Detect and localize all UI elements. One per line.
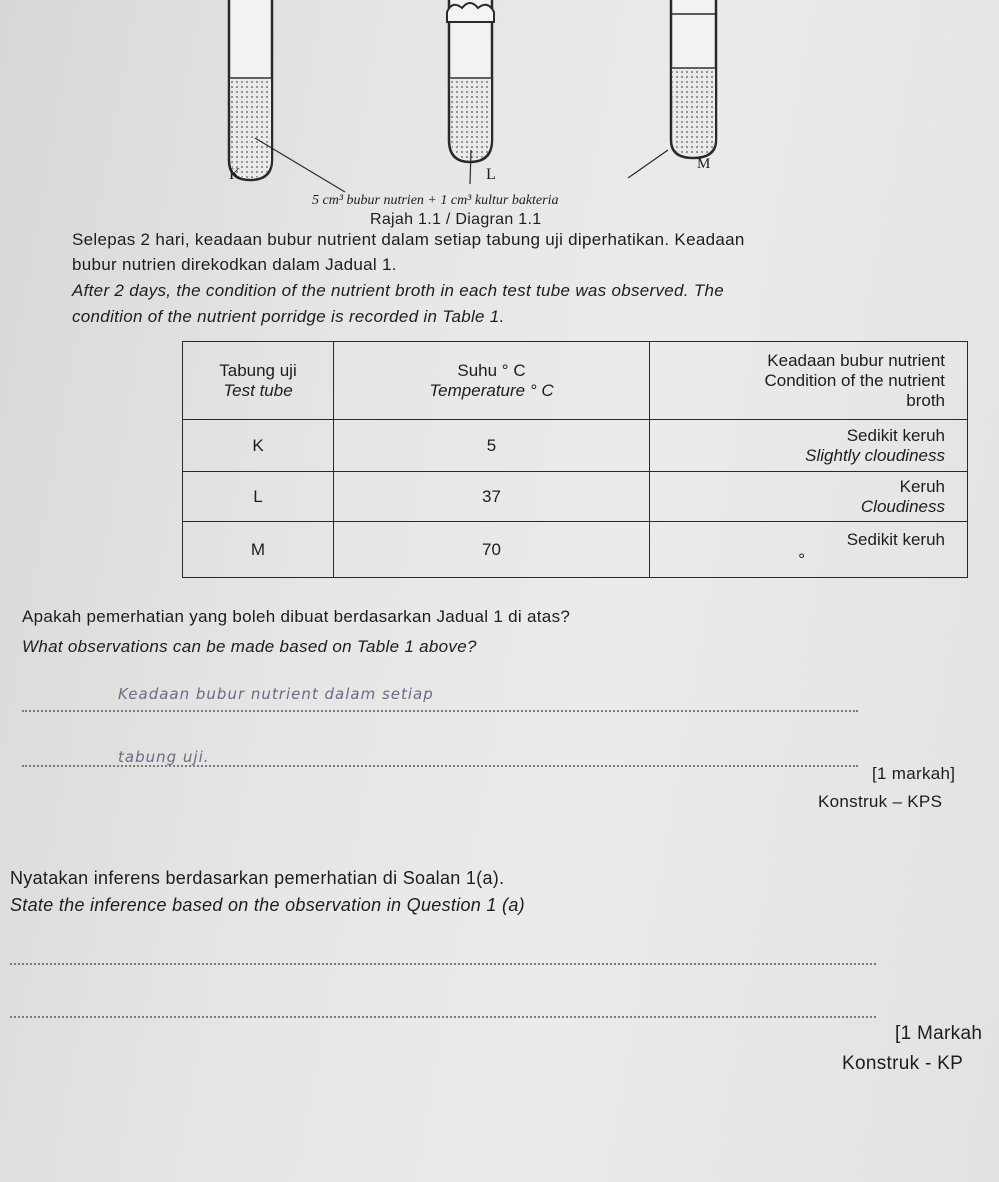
answer-a-handwriting-line2: tabung uji. — [118, 748, 210, 766]
test-tube-m — [671, 0, 716, 158]
row-m-cond-malay: Sedikit keruh — [846, 529, 945, 549]
answer-line-1[interactable] — [22, 710, 858, 712]
row-l-condition — [650, 472, 968, 522]
row-k-cond-english: Slightly cloudiness — [805, 445, 945, 465]
answer-line-3[interactable] — [10, 963, 876, 965]
question-b-english: State the inference based on the observation in Question 1 (a) — [10, 895, 525, 915]
question-b-malay: Nyatakan inferens berdasarkan pemerhatian di Soalan 1(a). — [10, 868, 505, 888]
cotton-plug — [447, 3, 494, 22]
intro-english-line2: condition of the nutrient porridge is recorded in Table 1. — [72, 307, 505, 326]
question-a-english: What observations can be made based on Table 1 above? — [22, 637, 477, 656]
table-row — [183, 472, 968, 522]
row-l-cond-english: Cloudiness — [860, 496, 945, 516]
intro-malay-line2: bubur nutrien direkodkan dalam Jadual 1. — [72, 255, 397, 274]
row-k-condition — [650, 420, 968, 472]
tube-label-l: L — [486, 166, 496, 183]
table-1 — [182, 341, 968, 578]
row-k-temp: 5 — [334, 420, 650, 472]
header-col1-english: Test tube — [223, 380, 293, 400]
header-col3-malay: Keadaan bubur nutrient — [767, 350, 945, 370]
header-test-tube — [183, 342, 334, 420]
question-a-malay: Apakah pemerhatian yang boleh dibuat berdasarkan Jadual 1 di atas? — [22, 607, 571, 626]
header-temperature — [334, 342, 650, 420]
header-col2-malay: Suhu ° C — [457, 360, 526, 380]
question-a-marks: [1 markah] — [872, 764, 956, 783]
row-m-cond-english: ° — [798, 549, 805, 569]
table-row — [183, 522, 968, 578]
row-m-condition — [650, 522, 968, 578]
test-tube-l — [447, 0, 494, 162]
header-col2-english: Temperature ° C — [429, 380, 554, 400]
intro-malay-line1: Selepas 2 hari, keadaan bubur nutrient dalam setiap tabung uji diperhatikan. Keadaan — [72, 230, 745, 249]
row-m-tube: M — [183, 522, 334, 578]
question-b-marks: [1 Markah — [895, 1023, 983, 1044]
row-k-tube: K — [183, 420, 334, 472]
test-tube-k — [229, 0, 272, 180]
diagram-legend: 5 cm³ bubur nutrien + 1 cm³ kultur bakteria — [312, 193, 559, 208]
row-l-cond-malay: Keruh — [899, 476, 945, 496]
diagram-caption: Rajah 1.1 / Diagran 1.1 — [370, 211, 542, 228]
answer-line-2[interactable] — [22, 765, 858, 767]
tube-label-m: M — [697, 156, 711, 172]
intro-english-line1: After 2 days, the condition of the nutrient broth in each test tube was observed. The — [72, 281, 725, 300]
tube-label-k: K — [229, 166, 241, 183]
answer-a-handwriting-line1: Keadaan bubur nutrient dalam setiap — [118, 685, 434, 703]
header-col1-malay: Tabung uji — [219, 360, 297, 380]
row-l-temp: 37 — [334, 472, 650, 522]
row-m-temp: 70 — [334, 522, 650, 578]
header-condition — [650, 342, 968, 420]
row-l-tube: L — [183, 472, 334, 522]
answer-line-4[interactable] — [10, 1016, 876, 1018]
table-row — [183, 420, 968, 472]
question-b-skill: Konstruk - KP — [842, 1053, 964, 1074]
row-k-cond-malay: Sedikit keruh — [846, 425, 945, 445]
question-a-skill: Konstruk – KPS — [818, 792, 943, 811]
header-col3-english-1: Condition of the nutrient — [764, 370, 945, 390]
table-header-row — [183, 342, 968, 420]
header-col3-english-2: broth — [906, 390, 945, 410]
